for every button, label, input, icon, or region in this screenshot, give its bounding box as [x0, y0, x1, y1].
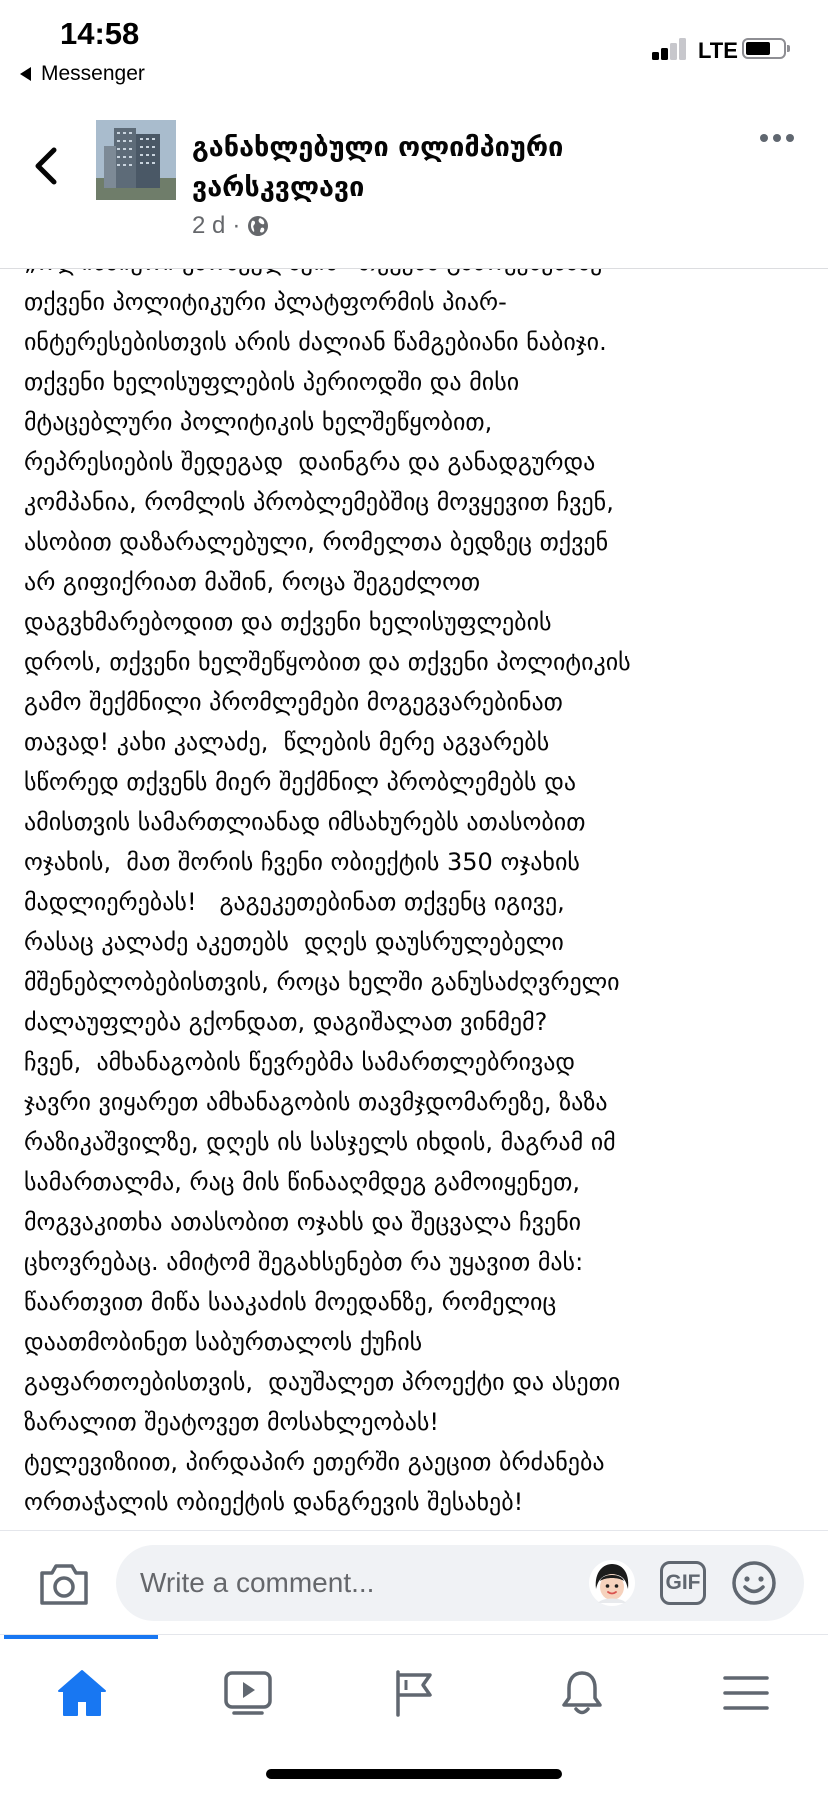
battery-icon [742, 38, 786, 59]
home-indicator [266, 1769, 562, 1779]
page-title[interactable]: განახლებული ოლიმპიური ვარსკვლავი [192, 132, 564, 203]
tab-notifications[interactable] [522, 1657, 642, 1729]
active-tab-indicator [4, 1635, 158, 1639]
globe-icon [247, 215, 269, 237]
gif-button[interactable]: GIF [660, 1561, 706, 1605]
network-label: LTE [698, 38, 738, 63]
tab-bar [0, 1634, 828, 1793]
post-body [0, 268, 828, 1530]
avatar-sticker-icon[interactable] [588, 1559, 636, 1607]
comment-input[interactable] [140, 1545, 570, 1621]
status-time: 14:58 [60, 16, 140, 51]
post-header [0, 100, 828, 269]
tab-watch[interactable] [188, 1657, 308, 1729]
camera-icon[interactable] [38, 1561, 90, 1607]
tab-menu[interactable] [686, 1657, 806, 1729]
post-meta [192, 212, 269, 240]
back-app-label: Messenger [41, 62, 145, 85]
watch-video-icon [222, 1669, 274, 1717]
back-to-messenger-button[interactable] [20, 62, 145, 86]
back-chevron-icon[interactable] [28, 144, 68, 188]
status-bar [0, 0, 828, 100]
meta-separator: · [232, 212, 241, 239]
tab-pages[interactable] [354, 1657, 474, 1729]
more-options-icon[interactable] [760, 134, 794, 142]
tab-home[interactable] [22, 1657, 142, 1729]
building-photo-icon [96, 120, 176, 200]
home-icon [56, 1668, 108, 1718]
signal-icon [652, 36, 694, 60]
post-time[interactable]: 2 d [192, 212, 226, 239]
back-triangle-icon [20, 67, 31, 81]
bell-icon [558, 1668, 606, 1718]
comment-input-box[interactable] [116, 1545, 804, 1621]
comment-bar [0, 1530, 828, 1635]
post-text: თქვენი პოლიტიკური პლატფორმის პიარ- ინტერესებისთვის არის ძალიან წამგებიანი ნაბიჯი. თქვენი ხელისუფლების პერიოდში და მისი მტაცებლური პოლიტიკის ხელშეწყობით, რეპრესიების შედეგად დაინგრა და განადგურდა კომპანია, რომლის პრობლემებშიც მოვყევით ჩვენ, ასობით დაზარალებული, რომელთა ბედზეც თქვენ არ გიფიქრიათ მაშინ, როცა შეგეძლოთ დაგვხმარებოდით და თქვენი ხელისუფლების დროს, თქვენი ხელშეწყობით და თქვენი პოლიტიკის გამო შექმნილი პრომლემები მოგეგვარებინათ თავად! კახი კალაძე, წლების მერე აგვარებს სწორედ თქვენს მიერ შექმნილ პრობლემებს და ამისთვის სამართლიანად იმსახურებს ათასობით ოჯახის, მათ შორის ჩვენი ობიექტის 350 ოჯახის მადლიერებას! გაგეკეთებინათ თქვენც იგივე, რასაც კალაძე აკეთებს დღეს დაუსრულებელი მშენებლობებისთვის, როცა ხელში განუსაძღვრელი ძალაუფლება გქონდათ, დაგიშალათ ვინმემ? ჩვენ, ამხანაგობის წევრებმა სამართლებრივად ჯავრი ვიყარეთ ამხანაგობის თავმჯდომარეზე, ზაზა რაზიკაშვილზე, დღეს ის სასჯელს იხდის, მაგრამ იმ სამართალმა, რაც მის წინააღმდეგ გამოიყენეთ, მოგვაკითხა ათასობით ოჯახს და შეცვალა ჩვენი ცხოვრებაც. ამიტომ შეგახსენებთ რა უყავით მას: წაართვით მიწა სააკაძის მოედანზე, რომელიც დაათმობინეთ საბურთალოს ქუჩის გაფართოებისთვის, დაუშალეთ პროექტი და ასეთი ზარალით შეატოვეთ მოსახლეობას! ტელევიზიით, პირდაპირ ეთერში გაეცით ბრძანება ორთაჭალის ობიექტის დანგრევის შესახებ! [24, 288, 631, 1516]
hamburger-menu-icon [721, 1672, 771, 1714]
emoji-icon[interactable] [730, 1559, 778, 1607]
flag-icon [390, 1668, 438, 1718]
page-avatar[interactable] [96, 120, 176, 200]
